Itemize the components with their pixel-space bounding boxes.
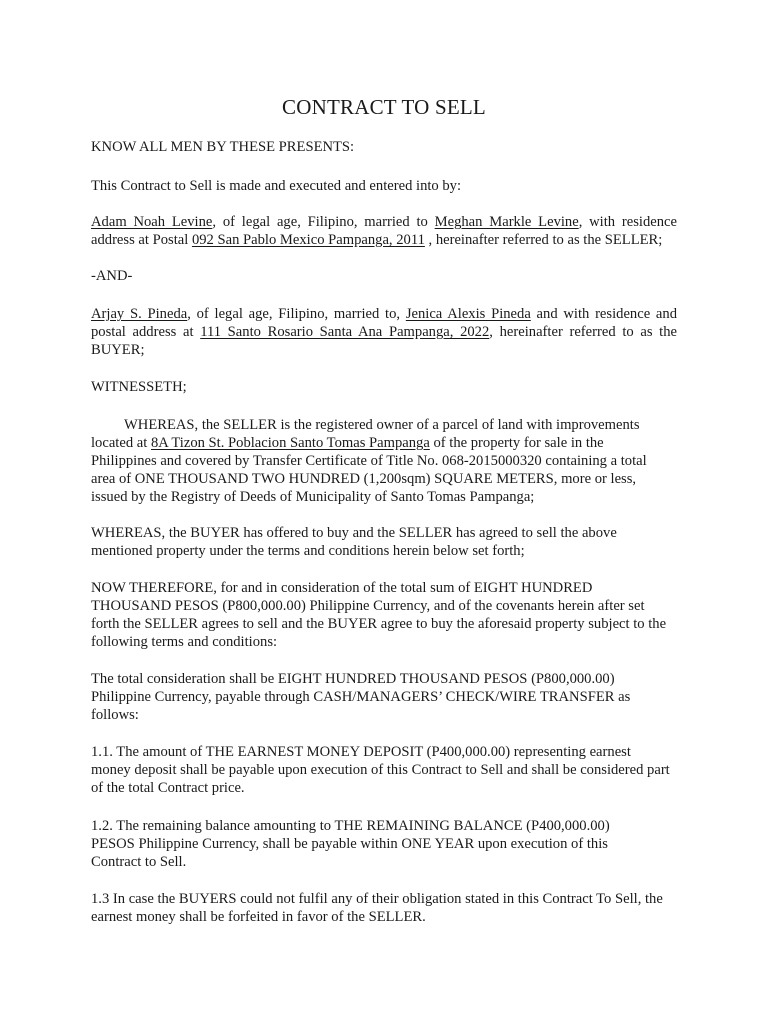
buyer-text-3: , hereinafter referred to as the BUYER;	[91, 324, 678, 358]
buyer-text-2: and with residence and postal address at	[91, 306, 677, 340]
property-location: 8A Tizon St. Poblacion Santo Tomas Pampanga	[150, 435, 430, 451]
clause-1-2: 1.2. The remaining balance amounting to THE REMAINING BALANCE (P400,000.00) PESOS Philippine Currency, shall be payable within ONE YEAR upon execution of this Contract to Sell.	[91, 818, 610, 870]
whereas-owner-text-2: of the property for sale in the Philippines and covered by Transfer Certificate of Title No. 068-2015000320 containing a total area of ONE THOUSAND TWO HUNDRED (1,200sqm) SQUARE METERS, more or less, issued by the Registry of Deeds of Municipality of Santo Tomas Pampanga;	[91, 435, 647, 505]
whereas-owner-text-1: WHEREAS, the SELLER is the registered owner of a parcel of land with improvements located at	[91, 417, 640, 451]
clause-1-1: 1.1. The amount of THE EARNEST MONEY DEPOSIT (P400,000.00) representing earnest money deposit shall be payable upon execution of this Contract to Sell and shall be considered part of the total Contract price.	[91, 744, 670, 796]
clause-1-3: 1.3 In case the BUYERS could not fulfil any of their obligation stated in this Contract To Sell, the earnest money shall be forfeited in favor of the SELLER.	[91, 891, 663, 925]
document-title: CONTRACT TO SELL	[282, 95, 486, 119]
now-therefore-paragraph: NOW THEREFORE, for and in consideration of the total sum of EIGHT HUNDRED THOUSAND PESOS (P800,000.00) Philippine Currency, and of the covenants herein after set forth the SELLER agrees to sell and the BUYER agree to buy the aforesaid property subject to the following terms and conditions:	[91, 580, 667, 650]
buyer-address: 111 Santo Rosario Santa Ana Pampanga, 2022	[200, 324, 490, 340]
whereas-owner-paragraph	[91, 416, 661, 506]
seller-name: Adam Noah Levine	[91, 214, 213, 230]
seller-text-1: , of legal age, Filipino, married to	[212, 214, 435, 230]
seller-spouse: Meghan Markle Levine	[434, 214, 579, 230]
know-all-line: KNOW ALL MEN BY THESE PRESENTS:	[91, 139, 355, 155]
intro-paragraph: This Contract to Sell is made and executed and entered into by:	[91, 178, 462, 194]
seller-text-2: , with residence address at Postal	[91, 214, 677, 248]
buyer-name: Arjay S. Pineda	[91, 306, 188, 322]
consideration-paragraph: The total consideration shall be EIGHT HUNDRED THOUSAND PESOS (P800,000.00) Philippine Currency, payable through CASH/MANAGERS’ CHECK/WIRE TRANSFER as follows:	[91, 671, 631, 723]
buyer-spouse: Jenica Alexis Pineda	[405, 306, 531, 322]
and-separator: -AND-	[91, 268, 133, 284]
witnesseth-heading: WITNESSETH;	[91, 379, 187, 395]
seller-text-3: , hereinafter referred to as the SELLER;	[424, 232, 663, 248]
seller-address: 092 San Pablo Mexico Pampanga, 2011	[191, 232, 425, 248]
seller-paragraph	[91, 213, 677, 249]
buyer-paragraph	[91, 305, 677, 359]
whereas-buyer-paragraph: WHEREAS, the BUYER has offered to buy and the SELLER has agreed to sell the above mentioned property under the terms and conditions herein below set forth;	[91, 525, 617, 559]
buyer-text-1: , of legal age, Filipino, married to,	[187, 306, 406, 322]
